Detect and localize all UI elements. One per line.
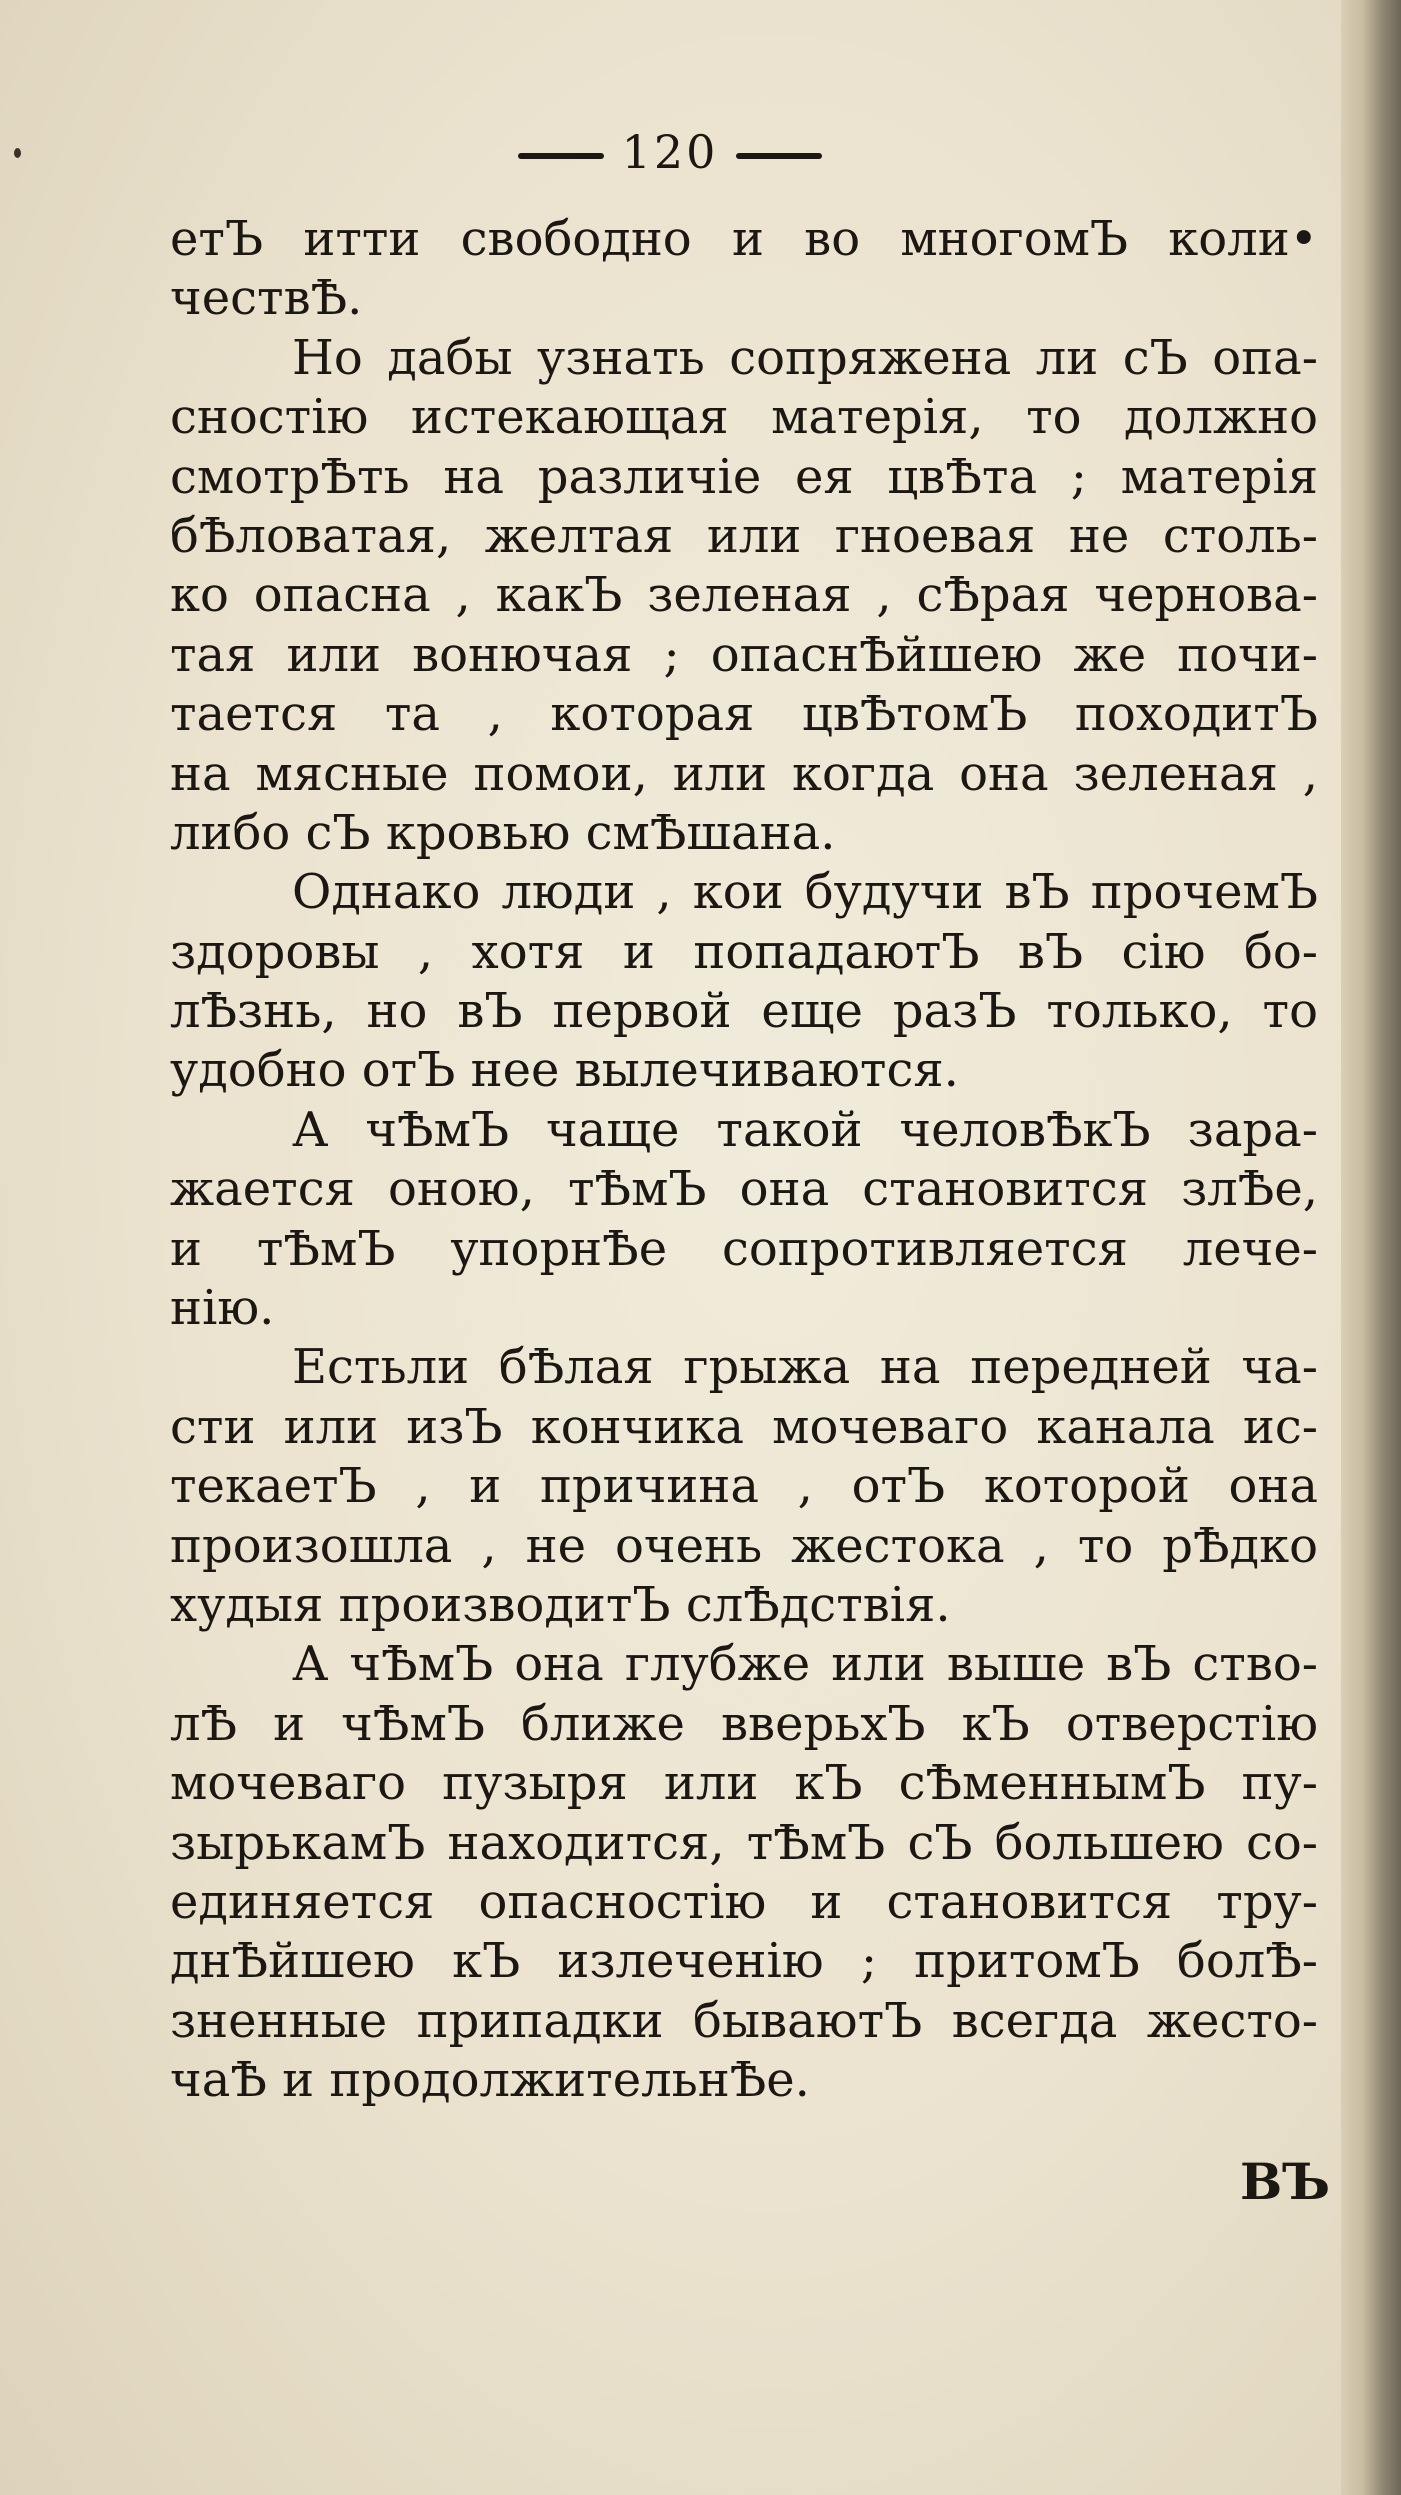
text-line: на мясные помои, или когда она зеленая , — [170, 745, 1318, 802]
text-line: Но дабы узнать сопряжена ли сЪ опа- — [292, 329, 1318, 386]
text-line: либо сЪ кровью смѢшана. — [170, 804, 836, 861]
text-line: чествѢ. — [170, 270, 363, 327]
text-line: етЪ итти свободно и во многомЪ коли• — [170, 211, 1318, 267]
text-line: лѢ и чѢмЪ ближе вверьхЪ кЪ отверстiю — [170, 1695, 1318, 1752]
catchword: ВЪ — [1240, 2152, 1331, 2211]
text-line: чаѢ и продолжительнѢе. — [170, 2052, 810, 2109]
text-line: тается та , которая цвѢтомЪ походитЪ — [170, 686, 1318, 743]
page-number: 120 — [621, 125, 719, 179]
paragraph — [170, 1635, 1318, 2110]
text-line: ко опасна , какЪ зеленая , сѢрая чернова- — [170, 567, 1318, 624]
text-line: Естьли бѢлая грыжа на передней ча- — [292, 1339, 1318, 1396]
body-text — [170, 210, 1318, 2111]
text-line: смотрѢть на различiе ея цвѢта ; матерiя — [170, 448, 1318, 505]
text-line: тая или вонючая ; опаснѢйшею же почи- — [170, 626, 1318, 683]
page-header — [0, 122, 1340, 182]
paragraph — [170, 1101, 1318, 1339]
text-line: мочеваго пузыря или кЪ сѢменнымЪ пу- — [170, 1755, 1318, 1812]
text-line: единяется опасностiю и становится тру- — [170, 1873, 1318, 1930]
text-line: произошла , не очень жестока , то рѢдко — [170, 1517, 1318, 1574]
header-right-rule — [736, 153, 822, 159]
text-line: и тѢмЪ упорнѢе сопротивляется лече- — [170, 1220, 1318, 1277]
paragraph — [170, 210, 1318, 329]
text-line: зырькамЪ находится, тѢмЪ сЪ большею со- — [170, 1814, 1318, 1871]
text-line: зненные припадки бываютЪ всегда жесто- — [170, 1992, 1318, 2049]
paragraph — [170, 329, 1318, 864]
text-line: А чѢмЪ она глубже или выше вЪ ство- — [292, 1636, 1318, 1693]
text-line: днѢйшею кЪ излеченiю ; притомЪ болѢ- — [170, 1933, 1318, 1990]
text-line: здоровы , хотя и попадаютЪ вЪ сiю бо- — [170, 923, 1318, 980]
text-line: жается оною, тѢмЪ она становится злѢе, — [170, 1161, 1318, 1218]
text-line: лѢзнь, но вЪ первой еще разЪ только, то — [170, 983, 1318, 1040]
header-left-rule — [518, 153, 604, 159]
paragraph — [170, 1338, 1318, 1635]
text-line: сти или изЪ кончика мочеваго канала ис- — [170, 1398, 1318, 1455]
text-line: А чѢмЪ чаще такой человѢкЪ зара- — [292, 1101, 1318, 1158]
text-line: бѢловатая, желтая или гноевая не столь- — [170, 507, 1318, 564]
text-line: нiю. — [170, 1280, 275, 1337]
text-line: удобно отЪ нее вылечиваются. — [170, 1042, 959, 1099]
text-line: Однако люди , кои будучи вЪ прочемЪ — [292, 864, 1318, 921]
page-gutter-shadow — [1341, 0, 1401, 2495]
text-line: худыя производитЪ слѢдствiя. — [170, 1576, 951, 1633]
paragraph — [170, 863, 1318, 1101]
text-line: текаетЪ , и причина , отЪ которой она — [170, 1458, 1318, 1515]
text-line: сностiю истекающая матерiя, то должно — [170, 389, 1318, 446]
